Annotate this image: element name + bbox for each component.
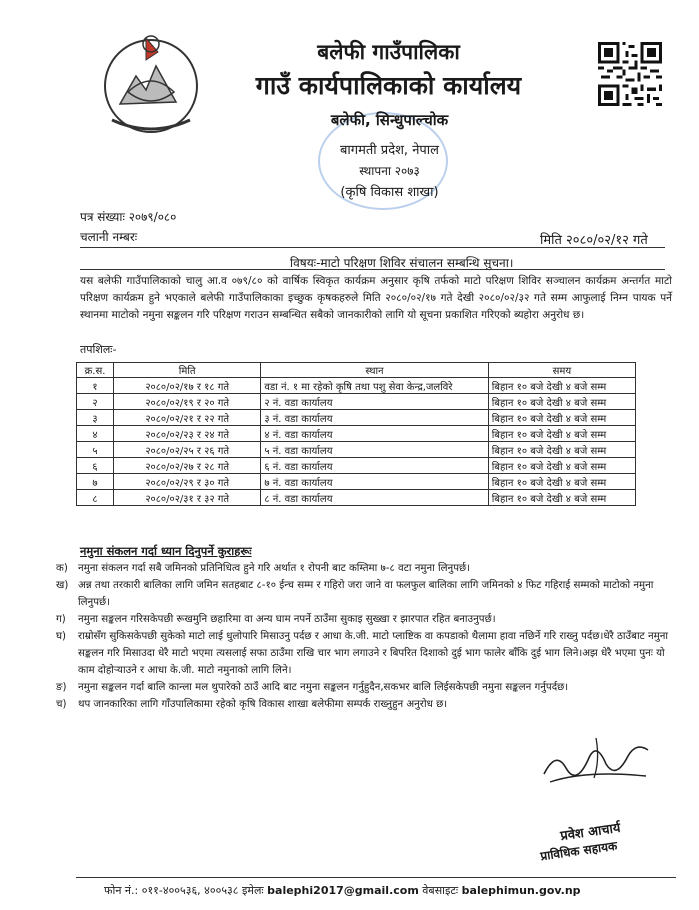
- cell-date: २०८०/०२/१७ र १८ गते: [114, 378, 261, 394]
- note-marker: ङ): [56, 682, 67, 693]
- cell-serial: १: [77, 378, 114, 394]
- list-item: [56, 611, 670, 628]
- notice-body: यस बलेफी गाउँपालिकाको चालु आ.व ०७९/८० को वार्षिक स्विकृत कार्यक्रम अनुसार कृषि तर्फको माटो परिक्षण शिविर सञ्चालन कार्यक्रम अन्तर्गत माटो परिक्षण कार्यक्रम हुने भएकाले बलेफी गाउँपालिकाका इच्छुक कृषकहरुले मिति २०८०/०२/१७ गते देखी २०८०/०२/३२ गते सम्म आफुलाई निम्न पायक पर्ने स्थानमा माटोको नमुना सङ्कलन गरि परिक्षण गराउन सम्बन्धित सबैको जानकारीको लागि यो सूचना प्रकाशित गरिएको ब्यहोरा अनुरोध छ।: [80, 275, 672, 321]
- office-location: बलेफी, सिन्धुपाल्चोक: [330, 111, 449, 129]
- phone-label: फोन नं.: ०११-४००५३६, ४००५३८ इमेलः: [104, 884, 264, 897]
- note-text: अन्न तथा तरकारी बालिका लागि जमिन सतहबाट ८-१० ईन्च सम्म र गहिरो जरा जाने वा फलफुल बालिका लागि जमिनको ४ फिट गहिराई सम्मको माटोको नमुना लिनुपर्छ।: [78, 580, 654, 608]
- cell-date: २०८०/०२/२७ र २८ गते: [114, 458, 261, 474]
- cell-place: २ नं. वडा कार्यालय: [261, 394, 488, 410]
- section-name: (कृषि विकास शाखा): [340, 185, 439, 200]
- column-header: स्थान: [261, 363, 488, 378]
- note-marker: घ): [56, 631, 66, 642]
- table-row: [77, 442, 636, 458]
- cell-place: ४ नं. वडा कार्यालय: [261, 426, 488, 442]
- signatory-name: प्रवेश आचार्य: [559, 820, 622, 845]
- list-item: [56, 679, 670, 696]
- municipality-name: बलेफी गाउँपालिका: [317, 40, 460, 64]
- list-item: [56, 577, 670, 611]
- cell-place: ७ नं. वडा कार्यालय: [261, 474, 488, 490]
- note-text: नमुना संकलन गर्दा सबै जमिनको प्रतिनिधित्व हुने गरि अर्थात १ रोपनी बाट कम्तिमा ७-८ वटा नमुना लिनुपर्छ।: [78, 563, 470, 574]
- table-row: [77, 490, 636, 506]
- cell-serial: ५: [77, 442, 114, 458]
- details-label: तपशिलः-: [80, 343, 117, 356]
- note-marker: ख): [56, 580, 69, 591]
- letter-date: मिति २०८०/०२/१२ गते: [540, 233, 648, 248]
- cell-time: बिहान १० बजे देखी ४ बजे सम्म: [488, 394, 635, 410]
- table-row: [77, 378, 636, 394]
- office-name: गाउँ कार्यपालिकाको कार्यालय: [255, 71, 522, 100]
- footer-divider: [76, 877, 676, 878]
- table-row: [77, 474, 636, 490]
- cell-date: २०८०/०२/३१ र ३२ गते: [114, 490, 261, 506]
- handwritten-signature: [536, 730, 656, 790]
- email-link[interactable]: balephi2017@gmail.com: [267, 884, 419, 897]
- cell-serial: २: [77, 394, 114, 410]
- list-item: [56, 628, 670, 679]
- province-country: बागमती प्रदेश, नेपाल: [340, 143, 439, 158]
- note-marker: ग): [56, 614, 66, 625]
- subject-line: विषयः-माटो परिक्षण शिविर संचालन सम्बन्धि सुचना।: [290, 256, 514, 270]
- column-header: क्र.स.: [77, 363, 114, 378]
- cell-place: ६ नं. वडा कार्यालय: [261, 458, 488, 474]
- table-header-row: [77, 363, 636, 378]
- website-label: वेबसाइटः: [422, 884, 459, 897]
- cell-time: बिहान १० बजे देखी ४ बजे सम्म: [488, 458, 635, 474]
- cell-serial: ३: [77, 410, 114, 426]
- cell-date: २०८०/०२/२३ र २४ गते: [114, 426, 261, 442]
- cell-time: बिहान १० बजे देखी ४ बजे सम्म: [488, 490, 635, 506]
- footer-contact: [104, 883, 581, 898]
- list-item: [56, 696, 670, 713]
- column-header: समय: [488, 363, 635, 378]
- note-text: नमुना सङ्कलन गर्दा बालि कान्ला मल थुपारेको ठाउँ आदि बाट नमुना सङ्कलन गर्नुहुदैन,सकभर बालि लिईसकेपछी नमुना सङ्कलन गर्नुपर्दछ।: [78, 682, 569, 693]
- schedule-table: [76, 362, 636, 506]
- letter-number: पत्र संख्याः २०७९/०८०: [80, 210, 177, 224]
- established-year: स्थापना २०७३: [359, 164, 420, 178]
- table-row: [77, 458, 636, 474]
- note-text: नमुना सङ्कलन गरिसकेपछी रूखमुनि छहारिमा वा अन्य घाम नपर्ने ठाउँमा सुकाइ सुख्खा र झारपात रहित बनाउनुपर्छ।: [78, 614, 496, 625]
- notes-heading: नमुना संकलन गर्दा ध्यान दिनुपर्ने कुराहरूः: [80, 544, 252, 558]
- signatory-title: प्राविधिक सहायक: [539, 838, 619, 864]
- table-row: [77, 426, 636, 442]
- cell-serial: ४: [77, 426, 114, 442]
- dispatch-number: चलानी नम्बरः: [80, 230, 138, 244]
- cell-time: बिहान १० बजे देखी ४ बजे सम्म: [488, 426, 635, 442]
- cell-time: बिहान १० बजे देखी ४ बजे सम्म: [488, 410, 635, 426]
- cell-date: २०८०/०२/२१ र २२ गते: [114, 410, 261, 426]
- cell-place: वडा नं. १ मा रहेको कृषि तथा पशु सेवा केन्द्र,जलविरे: [261, 378, 488, 394]
- cell-date: २०८०/०२/२५ र २६ गते: [114, 442, 261, 458]
- cell-place: ३ नं. वडा कार्यालय: [261, 410, 488, 426]
- note-marker: च): [56, 699, 67, 710]
- cell-time: बिहान १० बजे देखी ४ बजे सम्म: [488, 474, 635, 490]
- table-row: [77, 410, 636, 426]
- cell-date: २०८०/०२/१९ र २० गते: [114, 394, 261, 410]
- table-row: [77, 394, 636, 410]
- note-text: थप जानकारिका लागि गाँउपालिकामा रहेको कृषि विकास शाखा बलेफीमा सम्पर्क राख्नुहुन अनुरोध छ।: [78, 699, 448, 710]
- cell-serial: ७: [77, 474, 114, 490]
- cell-date: २०८०/०२/२९ र ३० गते: [114, 474, 261, 490]
- note-marker: क): [56, 563, 68, 574]
- cell-time: बिहान १० बजे देखी ४ बजे सम्म: [488, 378, 635, 394]
- notes-list: [56, 560, 670, 713]
- cell-serial: ६: [77, 458, 114, 474]
- cell-place: ८ नं. वडा कार्यालय: [261, 490, 488, 506]
- cell-place: ५ नं. वडा कार्यालय: [261, 442, 488, 458]
- column-header: मिति: [114, 363, 261, 378]
- list-item: [56, 560, 670, 577]
- website-link[interactable]: balephimun.gov.np: [461, 884, 581, 897]
- cell-serial: ८: [77, 490, 114, 506]
- cell-time: बिहान १० बजे देखी ४ बजे सम्म: [488, 442, 635, 458]
- note-text: राम्रोसँग सुकिसकेपछी सुकेको माटो लाई धुलोपारि मिसाउनु पर्दछ र आधा के.जी. माटो प्लाष्टिक वा कपडाको थैलामा हावा नछिर्ने गरि राख्नु पर्दछ।धेरै ठाउँबाट नमुना सङ्कलन गरि मिसाउदा धेरै माटो भएमा त्यसलाई सफा ठाउँमा राखि चार भाग लगाउने र बिपरित दिशाको दुई भाग फालेर बाँकि दुई भाग लिने।अझ धेरै भएमा पुनः यो काम दोहोऱ्याउने र आधा के.जी. माटो नमुनाको लागि लिने।: [78, 631, 669, 676]
- divider: [80, 269, 665, 270]
- divider: [80, 247, 665, 248]
